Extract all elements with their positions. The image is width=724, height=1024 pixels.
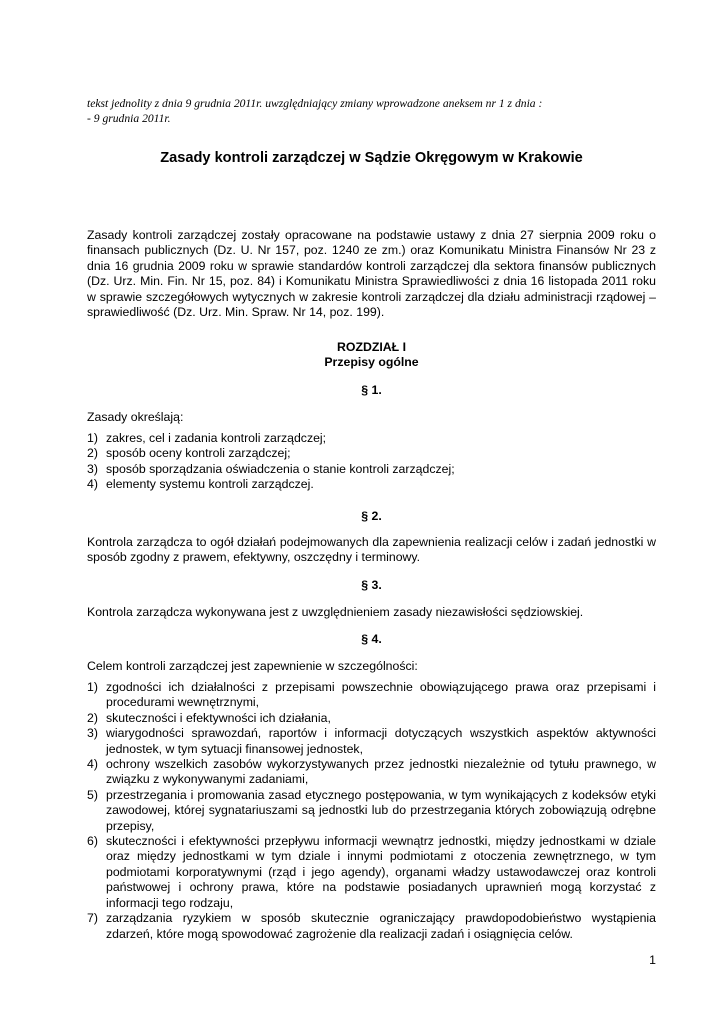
intro-paragraph: Zasady kontroli zarządczej zostały opracowane na podstawie ustawy z dnia 27 sierpnia 2009 roku o finansach publicznych (Dz. U. Nr 157, poz. 1240 ze zm.) oraz Komunikatu Ministra Finansów Nr 23 z dnia 16 grudnia 2009 roku w sprawie standardów kontroli zarządczej dla sektora finansów publicznych (Dz. Urz. Min. Fin. Nr 15, poz. 84) i Komunikatu Ministra Sprawiedliwości z dnia 16 listopada 2011 roku w sprawie szczegółowych wytycznych w zakresie kontroli zarządczej dla działu administracji rządowej – sprawiedliwość (Dz. Urz. Min. Spraw. Nr 14, poz. 199). xyxy=(87,228,656,320)
list-item: 4) elementy systemu kontroli zarządczej. xyxy=(87,477,314,492)
list-item: 4) ochrony wszelkich zasobów wykorzystywanych przez jednostki niezależnie od tytułu prawnego, w związku z wykonywanymi zadaniami, xyxy=(87,757,656,787)
list-item: 2) skuteczności i efektywności ich działania, xyxy=(87,710,331,725)
document-title: Zasady kontroli zarządczej w Sądzie Okręgowym w Krakowie xyxy=(160,150,583,166)
list-item: 1) zgodności ich działalności z przepisami powszechnie obowiązującego prawa oraz przepisami i procedurami wewnętrznymi, xyxy=(87,680,656,710)
list-item: 1) zakres, cel i zadania kontroli zarządczej; xyxy=(87,431,327,445)
list-item: 3) wiarygodności sprawozdań, raportów i informacji dotyczących wszystkich aspektów aktywności jednostek, w tym sytuacji finansowej jednostek, xyxy=(87,726,656,756)
note-line-1: tekst jednolity z dnia 9 grudnia 2011r. uwzględniający zmiany wprowadzone aneksem nr 1 z dnia : xyxy=(87,97,543,110)
list-item: 3) sposób sporządzania oświadczenia o stanie kontroli zarządczej; xyxy=(87,461,455,476)
section-2-text: Kontrola zarządcza to ogół działań podejmowanych dla zapewnienia realizacji celów i zadań jednostki w sposób zgodny z prawem, efektywny, oszczędny i terminowy. xyxy=(87,535,656,565)
list-item: 2) sposób oceny kontroli zarządczej; xyxy=(87,446,291,461)
chapter-label: ROZDZIAŁ I xyxy=(337,340,406,354)
list-item: 6) skuteczności i efektywności przepływu informacji wewnątrz jednostki, między jednostkami w dziale oraz między jednostkami w tym dziale i innymi podmiotami z otoczenia zewnętrznego, w tym podmiotami korporatywnymi (rząd i jego agendy), organami władzy ustawodawczej oraz kontroli państwowej i ochrony prawa, które na podstawie posiadanych uprawnień mogą korzystać z informacji tego rodzaju, xyxy=(87,834,656,910)
section-3-text: Kontrola zarządcza wykonywana jest z uwzględnieniem zasady niezawisłości sędziowskiej. xyxy=(87,605,584,619)
section-4-lead: Celem kontroli zarządczej jest zapewnienie w szczególności: xyxy=(87,659,418,673)
section-4-heading: § 4. xyxy=(361,632,382,646)
section-1-list xyxy=(87,431,656,493)
page-number: 1 xyxy=(649,953,656,967)
section-1-heading: § 1. xyxy=(361,383,382,397)
section-1-lead: Zasady określają: xyxy=(87,410,184,424)
section-3-heading: § 3. xyxy=(361,578,382,592)
chapter-name: Przepisy ogólne xyxy=(324,355,419,369)
section-2-heading: § 2. xyxy=(361,509,382,523)
list-item: 5) przestrzegania i promowania zasad etycznego postępowania, w tym wynikających z kodeksów etyki zawodowej, której sygnatariuszami są jednostki lub do przestrzegania których zobowiązują odrębne przepisy, xyxy=(87,787,656,833)
section-4-list xyxy=(87,680,656,942)
consolidated-text-note xyxy=(87,97,647,126)
note-line-2: - 9 grudnia 2011r. xyxy=(87,111,171,125)
list-item: 7) zarządzania ryzykiem w sposób skutecznie ograniczający prawdopodobieństwo wystąpienia zdarzeń, które mogą spowodować zagrożenie dla realizacji zadań i osiągnięcia celów. xyxy=(87,911,656,941)
